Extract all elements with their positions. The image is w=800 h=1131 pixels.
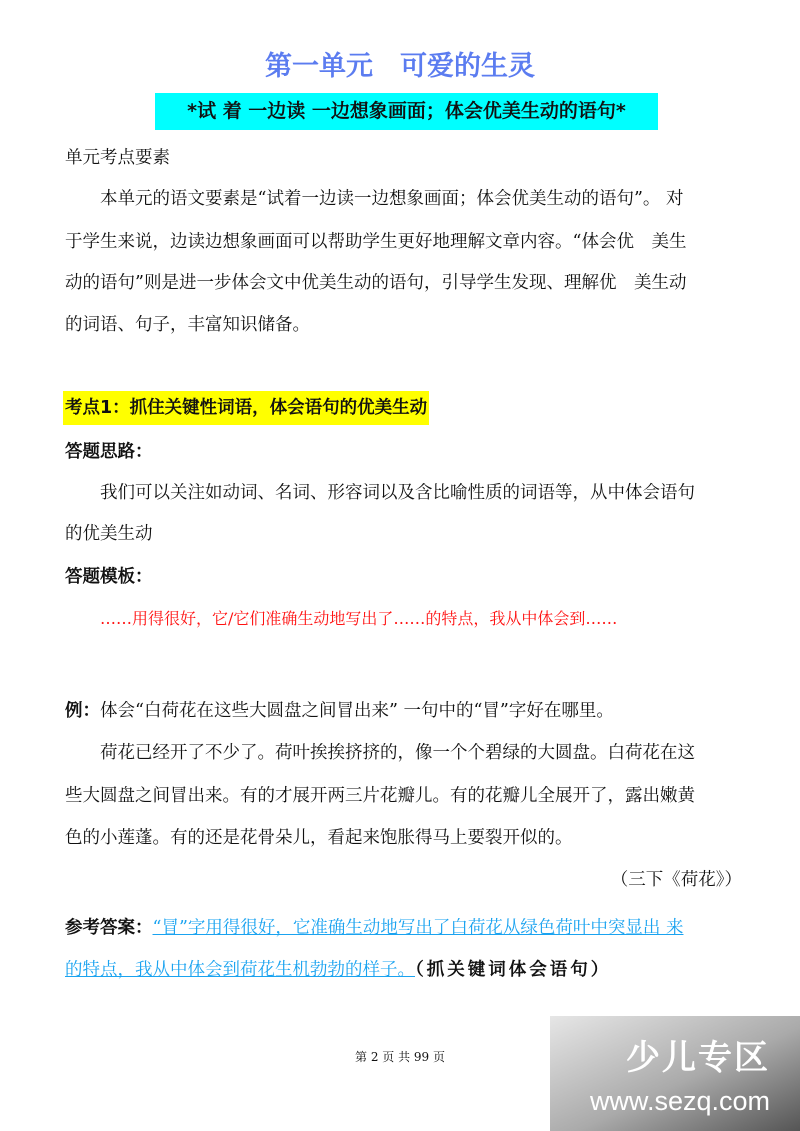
answer-text: “冒”字用得很好，它准确生动地写出了白荷花从绿色荷叶中突显出 来: [152, 918, 684, 938]
watermark: [550, 1016, 800, 1131]
intro-line: 的词语、句子，丰富知识储备。: [65, 315, 310, 335]
template-label: 答题模板：: [65, 567, 153, 587]
answer-text: 的特点，我从中体会到荷花生机勃勃的样子。: [65, 960, 415, 980]
approach-label: 答题思路：: [65, 442, 153, 462]
approach-line: 的优美生动: [65, 524, 153, 544]
answer-label: 参考答案：: [65, 918, 153, 938]
example-question: 体会“白荷花在这些大圆盘之间冒出来” 一句中的“冒”字好在哪里。: [100, 701, 614, 721]
page-title: 第一单元 可爱的生灵: [265, 51, 535, 82]
example-label: 例：: [65, 701, 100, 721]
passage-line: 荷花已经开了不少了。荷叶挨挨挤挤的，像一个个碧绿的大圆盘。白荷花在这: [100, 743, 695, 763]
passage-line: 些大圆盘之间冒出来。有的才展开两三片花瓣儿。有的花瓣儿全展开了，露出嫩黄: [65, 786, 695, 806]
passage-source: （三下《荷花》）: [610, 870, 742, 890]
answer-note: （抓关键词体会语句）: [415, 960, 612, 980]
point-heading: 考点1：抓住关键性词语，体会语句的优美生动: [63, 391, 429, 425]
intro-line: 于学生来说，边读边想象画面可以帮助学生更好地理解文章内容。“体会优 美生: [65, 232, 687, 252]
intro-line: 本单元的语文要素是“试着一边读一边想象画面；体会优美生动的语句”。 对: [100, 189, 684, 209]
answer-template: ……用得很好，它/它们准确生动地写出了……的特点，我从中体会到……: [100, 609, 618, 628]
section-heading: 单元考点要素: [65, 148, 170, 168]
watermark-brand: 少儿专区: [626, 1038, 770, 1078]
passage-line: 色的小莲蓬。有的还是花骨朵儿，看起来饱胀得马上要裂开似的。: [65, 828, 573, 848]
unit-subtitle: *试 着 一边读 一边想象画面；体会优美生动的语句*: [155, 93, 658, 130]
watermark-url: www.sezq.com: [589, 1086, 770, 1116]
approach-line: 我们可以关注如动词、名词、形容词以及含比喻性质的词语等，从中体会语句: [100, 483, 695, 503]
intro-line: 动的语句”则是进一步体会文中优美生动的语句，引导学生发现、理解优 美生动: [65, 273, 687, 293]
page-number: 第 2 页 共 99 页: [355, 1050, 445, 1064]
